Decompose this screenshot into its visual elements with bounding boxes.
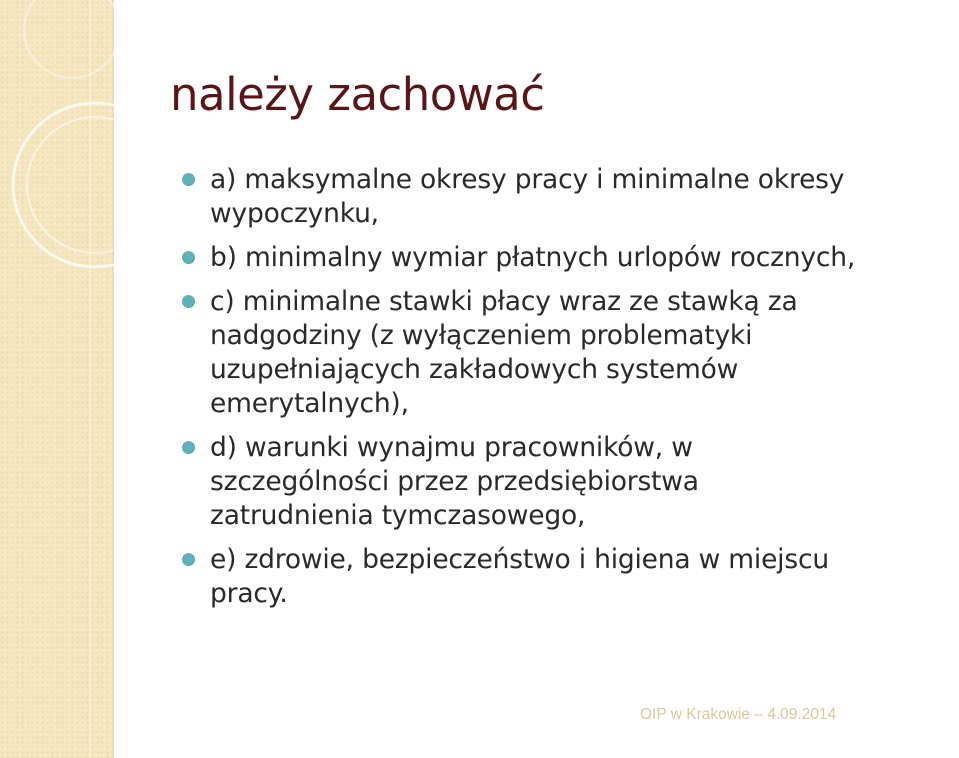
list-item-text: d) warunki wynajmu pracowników, w szczególności przez przedsiębiorstwa zatrudnienia tymczasowego, [210,432,699,531]
list-item [182,543,952,611]
list-item-text: e) zdrowie, bezpieczeństwo i higiena w miejscu pracy. [210,544,829,609]
list-item [182,163,952,231]
circle-bullet-icon [182,251,195,264]
circle-bullet-icon [182,173,195,186]
bullet-list [182,163,952,621]
list-item [182,285,952,421]
list-item-text: b) minimalny wymiar płatnych urlopów rocznych, [210,242,856,273]
slide-title: należy zachować [170,68,545,121]
slide-footer: OIP w Krakowie – 4.09.2014 [640,706,837,723]
circle-bullet-icon [182,295,195,308]
circle-bullet-icon [182,553,195,566]
list-item [182,431,952,533]
list-item-text: c) minimalne stawki płacy wraz ze stawką za nadgodziny (z wyłączeniem problematyki uzupełniających zakładowych systemów emerytalnych), [210,286,798,419]
list-item-text: a) maksymalne okresy pracy i minimalne okresy wypoczynku, [210,164,845,229]
circle-bullet-icon [182,441,195,454]
concentric-rings-icon [0,0,200,320]
list-item [182,241,952,275]
